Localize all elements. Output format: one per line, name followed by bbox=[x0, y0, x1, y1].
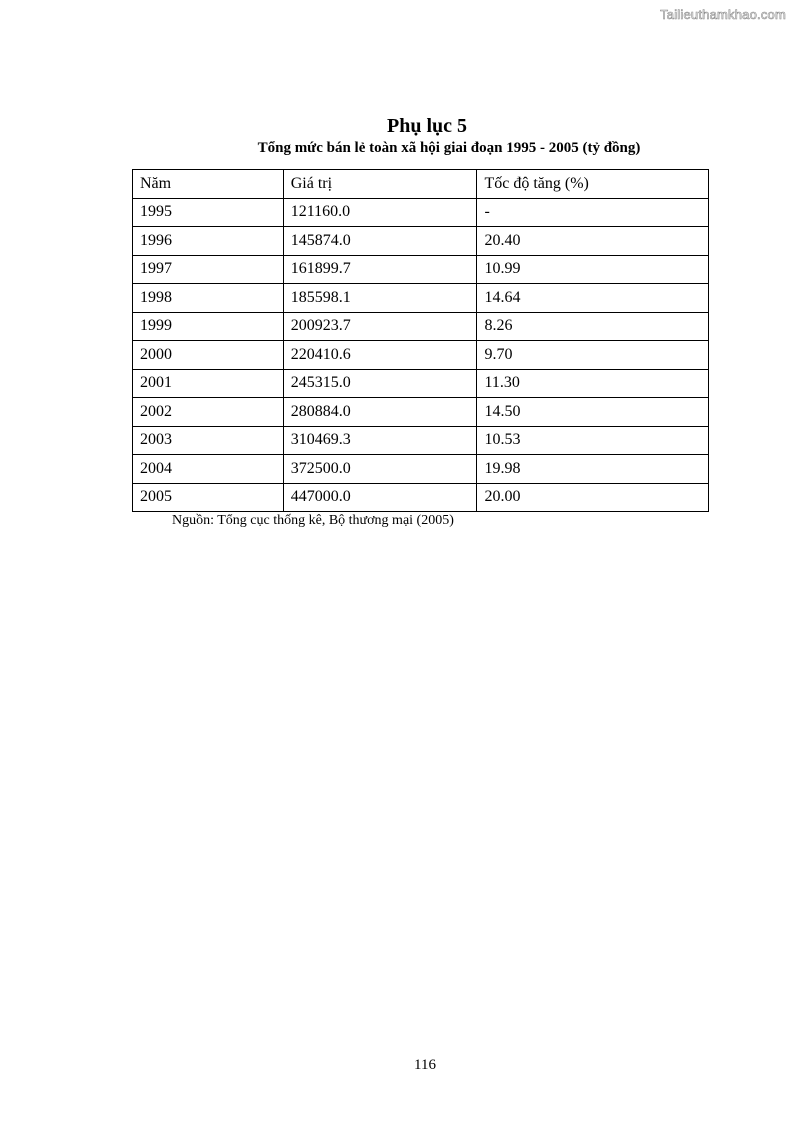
cell-value: 310469.3 bbox=[283, 426, 477, 455]
cell-growth: - bbox=[477, 198, 709, 227]
table-row bbox=[133, 312, 709, 341]
source-note: Nguồn: Tổng cục thống kê, Bộ thương mại (2005) bbox=[172, 513, 454, 528]
cell-growth: 10.53 bbox=[477, 426, 709, 455]
page-number: 116 bbox=[414, 1057, 436, 1073]
cell-value: 200923.7 bbox=[283, 312, 477, 341]
table-body bbox=[133, 170, 709, 512]
cell-growth: 10.99 bbox=[477, 255, 709, 284]
cell-year: 1999 bbox=[133, 312, 284, 341]
cell-value: 280884.0 bbox=[283, 398, 477, 427]
cell-year: 2004 bbox=[133, 455, 284, 484]
page-title: Phụ lục 5 bbox=[386, 115, 468, 137]
cell-year: 2002 bbox=[133, 398, 284, 427]
cell-growth: 14.64 bbox=[477, 284, 709, 313]
cell-year: 1996 bbox=[133, 227, 284, 256]
cell-value: 185598.1 bbox=[283, 284, 477, 313]
table-row bbox=[133, 369, 709, 398]
table-row bbox=[133, 341, 709, 370]
data-table bbox=[132, 169, 709, 512]
cell-value: 372500.0 bbox=[283, 455, 477, 484]
cell-value: 447000.0 bbox=[283, 483, 477, 512]
cell-year: 2001 bbox=[133, 369, 284, 398]
table-row bbox=[133, 455, 709, 484]
header-year: Năm bbox=[133, 170, 284, 199]
header-growth: Tốc độ tăng (%) bbox=[477, 170, 709, 199]
cell-year: 1997 bbox=[133, 255, 284, 284]
table-header-row bbox=[133, 170, 709, 199]
cell-growth: 14.50 bbox=[477, 398, 709, 427]
table-row bbox=[133, 255, 709, 284]
cell-value: 161899.7 bbox=[283, 255, 477, 284]
cell-year: 2000 bbox=[133, 341, 284, 370]
table-row bbox=[133, 426, 709, 455]
cell-year: 2005 bbox=[133, 483, 284, 512]
table-row bbox=[133, 483, 709, 512]
cell-value: 245315.0 bbox=[283, 369, 477, 398]
cell-growth: 19.98 bbox=[477, 455, 709, 484]
table-row bbox=[133, 198, 709, 227]
table-caption: Tổng mức bán lẻ toàn xã hội giai đoạn 1995 - 2005 (tỷ đồng) bbox=[257, 140, 641, 156]
header-value: Giá trị bbox=[283, 170, 477, 199]
cell-value: 121160.0 bbox=[283, 198, 477, 227]
cell-growth: 20.40 bbox=[477, 227, 709, 256]
watermark: Tailieuthamkhao.com bbox=[660, 7, 786, 22]
cell-value: 145874.0 bbox=[283, 227, 477, 256]
cell-growth: 9.70 bbox=[477, 341, 709, 370]
cell-growth: 11.30 bbox=[477, 369, 709, 398]
cell-growth: 20.00 bbox=[477, 483, 709, 512]
cell-year: 1995 bbox=[133, 198, 284, 227]
cell-year: 1998 bbox=[133, 284, 284, 313]
table-row bbox=[133, 227, 709, 256]
table-row bbox=[133, 398, 709, 427]
cell-growth: 8.26 bbox=[477, 312, 709, 341]
table-row bbox=[133, 284, 709, 313]
cell-value: 220410.6 bbox=[283, 341, 477, 370]
cell-year: 2003 bbox=[133, 426, 284, 455]
